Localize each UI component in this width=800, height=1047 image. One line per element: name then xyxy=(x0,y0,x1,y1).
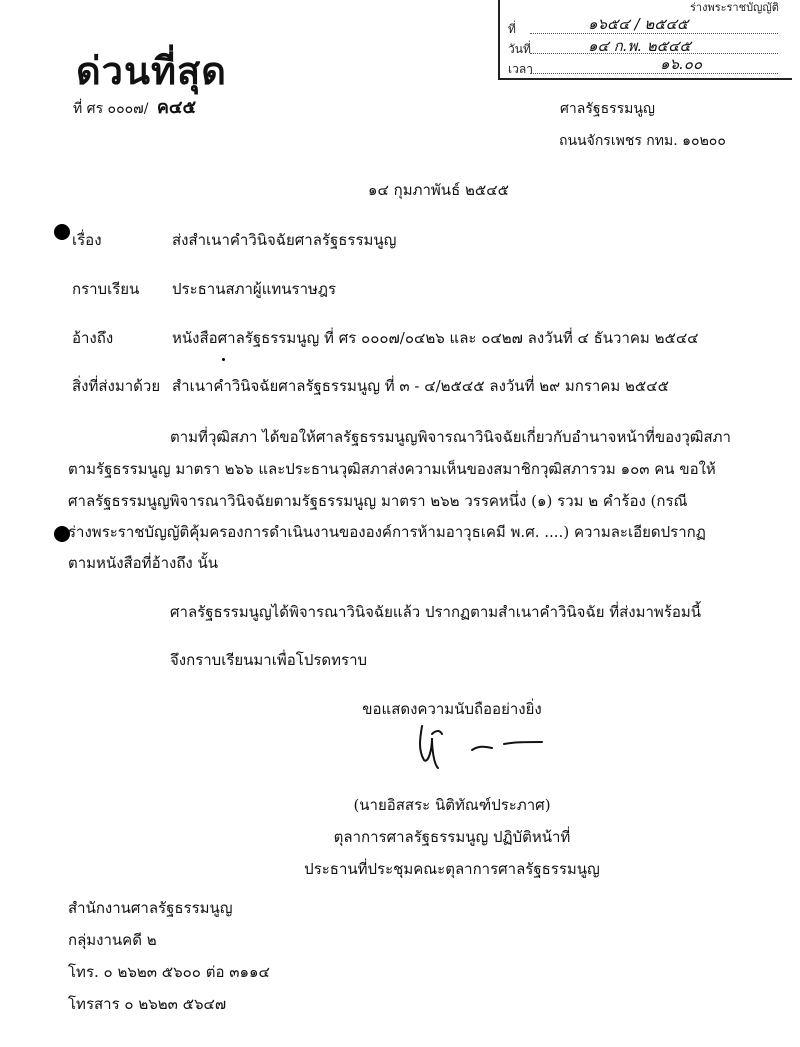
body-paragraph-2: ศาลรัฐธรรมนูญได้พิจารณาวินิจฉัยแล้ว ปรากฏตามสำเนาคำวินิจฉัย ที่ส่งมาพร้อมนี้ xyxy=(170,603,702,621)
document-number xyxy=(73,92,196,121)
footer-group: กลุ่มงานคดี ๒ xyxy=(68,931,157,949)
stamp-date-label: วันที่ xyxy=(508,42,531,56)
letter-date: ๑๔ กุมภาพันธ์ ๒๕๔๕ xyxy=(368,181,509,199)
document-number-prefix: ที่ ศร ๐๐๐๗/ xyxy=(73,101,153,117)
stamp-date-value: ๑๔ ก.พ. ๒๕๔๕ xyxy=(588,37,691,55)
stamp-header: ร่างพระราชบัญญัติ xyxy=(690,1,779,14)
signatory-position-2: ประธานที่ประชุมคณะตุลาการศาลรัฐธรรมนูญ xyxy=(304,860,600,878)
reference-label: อ้างถึง xyxy=(72,329,114,347)
stamp-time-value: ๑๖.๐๐ xyxy=(660,55,703,73)
footer-telephone: โทร. ๐ ๒๖๒๓ ๕๖๐๐ ต่อ ๓๑๑๔ xyxy=(68,963,270,981)
enclosure-label: สิ่งที่ส่งมาด้วย xyxy=(72,377,161,395)
organization-name: ศาลรัฐธรรมนูญ xyxy=(560,101,655,117)
punch-hole-top xyxy=(54,224,70,240)
reference-value: หนังสือศาลรัฐธรรมนูญ ที่ ศร ๐๐๐๗/๐๔๒๖ และ ๐๔๒๗ ลงวันที่ ๔ ธันวาคม ๒๕๔๔ xyxy=(172,329,699,347)
body-paragraph-1-line-4: ร่างพระราชบัญญัติคุ้มครองการดำเนินงานขององค์การห้ามอาวุธเคมี พ.ศ. ....) ความละเอียดปรากฏ xyxy=(68,523,706,541)
stamp-time-line xyxy=(530,72,778,74)
stamp-number-label: ที่ xyxy=(508,22,516,36)
closing-regards: ขอแสดงความนับถืออย่างยิ่ง xyxy=(362,700,542,718)
stamp-time-label: เวลา xyxy=(508,62,533,76)
organization-address: ถนนจักรเพชร กทม. ๑๐๒๐๐ xyxy=(559,133,726,149)
signature xyxy=(410,720,550,772)
stamp-number-value: ๑๖๕๔ / ๒๕๔๕ xyxy=(588,15,689,33)
receipt-stamp xyxy=(498,0,792,80)
body-paragraph-1-line-5: ตามหนังสือที่อ้างถึง นั้น xyxy=(68,554,219,572)
subject-label: เรื่อง xyxy=(72,231,102,249)
footer-fax: โทรสาร ๐ ๒๖๒๓ ๕๖๔๗ xyxy=(68,995,227,1013)
signatory-name: (นายอิสสระ นิติทัณฑ์ประภาศ) xyxy=(353,796,551,814)
speck xyxy=(222,358,225,361)
footer-office: สำนักงานศาลรัฐธรรมนูญ xyxy=(68,899,233,917)
body-paragraph-1-line-2: ตามรัฐธรรมนูญ มาตรา ๒๖๖ และประธานวุฒิสภาส่งความเห็นของสมาชิกวุฒิสภารวม ๑๐๓ คน ขอให้ xyxy=(68,460,716,478)
document-number-handwritten: ค๔๕ xyxy=(156,97,197,118)
urgent-heading: ด่วนที่สุด xyxy=(76,49,227,93)
addressee-value: ประธานสภาผู้แทนราษฎร xyxy=(172,280,337,298)
body-paragraph-1-line-1: ตามที่วุฒิสภา ได้ขอให้ศาลรัฐธรรมนูญพิจารณาวินิจฉัยเกี่ยวกับอำนาจหน้าที่ของวุฒิสภา xyxy=(170,428,731,446)
enclosure-value: สำเนาคำวินิจฉัยศาลรัฐธรรมนูญ ที่ ๓ - ๔/๒๕๔๕ ลงวันที่ ๒๙ มกราคม ๒๕๔๕ xyxy=(172,377,669,395)
subject-value: ส่งสำเนาคำวินิจฉัยศาลรัฐธรรมนูญ xyxy=(172,231,397,249)
body-paragraph-1-line-3: ศาลรัฐธรรมนูญพิจารณาวินิจฉัยตามรัฐธรรมนูญ มาตรา ๒๖๒ วรรคหนึ่ง (๑) รวม ๒ คำร้อง (กรณี xyxy=(68,492,688,510)
signatory-position-1: ตุลาการศาลรัฐธรรมนูญ ปฏิบัติหน้าที่ xyxy=(333,828,571,846)
body-paragraph-3: จึงกราบเรียนมาเพื่อโปรดทราบ xyxy=(170,651,368,669)
addressee-label: กราบเรียน xyxy=(72,280,140,298)
